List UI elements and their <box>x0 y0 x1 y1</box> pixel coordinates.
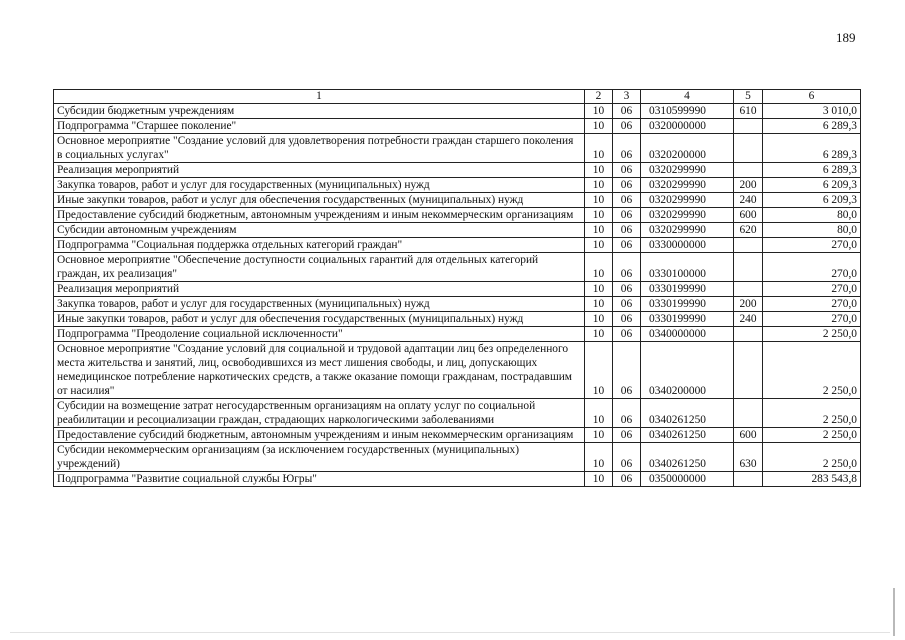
row-name-cell: Иные закупки товаров, работ и услуг для обеспечения государственных (муниципальных) нужд <box>54 193 585 208</box>
row-section-cell: 10 <box>585 443 613 472</box>
row-section-cell: 10 <box>585 193 613 208</box>
row-amount-cell: 6 289,3 <box>763 119 861 134</box>
row-name-cell: Реализация мероприятий <box>54 282 585 297</box>
row-target-code-cell: 0330199990 <box>641 282 734 297</box>
row-expense-type-cell <box>734 472 763 487</box>
row-target-code-cell: 0330100000 <box>641 253 734 282</box>
row-expense-type-cell: 630 <box>734 443 763 472</box>
row-expense-type-cell <box>734 163 763 178</box>
row-amount-cell: 6 209,3 <box>763 193 861 208</box>
table-row <box>54 342 861 399</box>
row-amount-cell: 270,0 <box>763 297 861 312</box>
row-expense-type-cell <box>734 119 763 134</box>
row-section-cell: 10 <box>585 312 613 327</box>
row-name-cell: Закупка товаров, работ и услуг для государственных (муниципальных) нужд <box>54 178 585 193</box>
row-subsection-cell: 06 <box>613 163 641 178</box>
row-target-code-cell: 0340261250 <box>641 443 734 472</box>
row-subsection-cell: 06 <box>613 238 641 253</box>
row-expense-type-cell: 240 <box>734 193 763 208</box>
scan-edge-mark <box>893 588 895 636</box>
table-row <box>54 253 861 282</box>
header-row <box>54 90 861 104</box>
row-section-cell: 10 <box>585 472 613 487</box>
row-target-code-cell: 0320299990 <box>641 163 734 178</box>
row-subsection-cell: 06 <box>613 193 641 208</box>
row-target-code-cell: 0320299990 <box>641 178 734 193</box>
row-amount-cell: 270,0 <box>763 238 861 253</box>
row-name-cell: Основное мероприятие "Обеспечение доступности социальных гарантий для отдельных категорий граждан, их реализация" <box>54 253 585 282</box>
row-target-code-cell: 0330199990 <box>641 312 734 327</box>
row-subsection-cell: 06 <box>613 472 641 487</box>
row-target-code-cell: 0340200000 <box>641 342 734 399</box>
table-row <box>54 208 861 223</box>
row-subsection-cell: 06 <box>613 119 641 134</box>
row-expense-type-cell <box>734 342 763 399</box>
table-row <box>54 119 861 134</box>
row-target-code-cell: 0320200000 <box>641 134 734 163</box>
row-subsection-cell: 06 <box>613 443 641 472</box>
row-subsection-cell: 06 <box>613 208 641 223</box>
row-amount-cell: 2 250,0 <box>763 327 861 342</box>
row-section-cell: 10 <box>585 327 613 342</box>
row-section-cell: 10 <box>585 119 613 134</box>
row-amount-cell: 80,0 <box>763 208 861 223</box>
row-subsection-cell: 06 <box>613 282 641 297</box>
row-target-code-cell: 0330199990 <box>641 297 734 312</box>
row-subsection-cell: 06 <box>613 134 641 163</box>
row-amount-cell: 283 543,8 <box>763 472 861 487</box>
row-amount-cell: 3 010,0 <box>763 104 861 119</box>
row-name-cell: Предоставление субсидий бюджетным, автономным учреждениям и иным некоммерческим организациям <box>54 208 585 223</box>
row-target-code-cell: 0320000000 <box>641 119 734 134</box>
row-target-code-cell: 0320299990 <box>641 208 734 223</box>
row-section-cell: 10 <box>585 282 613 297</box>
row-expense-type-cell: 240 <box>734 312 763 327</box>
row-name-cell: Подпрограмма "Старшее поколение" <box>54 119 585 134</box>
scan-edge-mark <box>10 632 890 633</box>
header-cell: 3 <box>613 90 641 104</box>
row-name-cell: Субсидии бюджетным учреждениям <box>54 104 585 119</box>
row-target-code-cell: 0340000000 <box>641 327 734 342</box>
budget-table <box>53 89 861 487</box>
row-name-cell: Подпрограмма "Социальная поддержка отдельных категорий граждан" <box>54 238 585 253</box>
header-cell: 1 <box>54 90 585 104</box>
row-section-cell: 10 <box>585 253 613 282</box>
row-amount-cell: 270,0 <box>763 282 861 297</box>
table-row <box>54 238 861 253</box>
row-expense-type-cell <box>734 399 763 428</box>
row-name-cell: Закупка товаров, работ и услуг для государственных (муниципальных) нужд <box>54 297 585 312</box>
row-amount-cell: 6 289,3 <box>763 134 861 163</box>
table-row <box>54 223 861 238</box>
row-name-cell: Предоставление субсидий бюджетным, автономным учреждениям и иным некоммерческим организациям <box>54 428 585 443</box>
row-name-cell: Подпрограмма "Развитие социальной службы Югры" <box>54 472 585 487</box>
table-row <box>54 428 861 443</box>
row-amount-cell: 2 250,0 <box>763 399 861 428</box>
row-expense-type-cell: 200 <box>734 297 763 312</box>
row-target-code-cell: 0350000000 <box>641 472 734 487</box>
row-section-cell: 10 <box>585 104 613 119</box>
row-subsection-cell: 06 <box>613 312 641 327</box>
row-expense-type-cell: 610 <box>734 104 763 119</box>
table-row <box>54 163 861 178</box>
row-subsection-cell: 06 <box>613 178 641 193</box>
row-target-code-cell: 0320299990 <box>641 193 734 208</box>
row-name-cell: Реализация мероприятий <box>54 163 585 178</box>
table-row <box>54 327 861 342</box>
table-row <box>54 443 861 472</box>
row-expense-type-cell <box>734 253 763 282</box>
row-expense-type-cell: 200 <box>734 178 763 193</box>
row-expense-type-cell: 620 <box>734 223 763 238</box>
row-name-cell: Субсидии на возмещение затрат негосударственным организациям на оплату услуг по социальной реабилитации и ресоциализации граждан, страдающих наркологическими заболеваниями <box>54 399 585 428</box>
row-expense-type-cell: 600 <box>734 208 763 223</box>
row-amount-cell: 270,0 <box>763 253 861 282</box>
row-subsection-cell: 06 <box>613 297 641 312</box>
table-row <box>54 297 861 312</box>
row-name-cell: Основное мероприятие "Создание условий для социальной и трудовой адаптации лиц без определенного места жительства и занятий, лиц, освободившихся из мест лишения свободы, и лиц, допускающих немедицинское потребление наркотических средств, а также оказание помощи гражданам, пострадавшим от насилия" <box>54 342 585 399</box>
row-subsection-cell: 06 <box>613 342 641 399</box>
row-target-code-cell: 0340261250 <box>641 399 734 428</box>
row-section-cell: 10 <box>585 208 613 223</box>
row-section-cell: 10 <box>585 163 613 178</box>
header-cell: 6 <box>763 90 861 104</box>
row-section-cell: 10 <box>585 399 613 428</box>
table-row <box>54 193 861 208</box>
row-amount-cell: 6 289,3 <box>763 163 861 178</box>
row-section-cell: 10 <box>585 134 613 163</box>
row-section-cell: 10 <box>585 342 613 399</box>
row-subsection-cell: 06 <box>613 253 641 282</box>
row-target-code-cell: 0310599990 <box>641 104 734 119</box>
row-section-cell: 10 <box>585 297 613 312</box>
row-subsection-cell: 06 <box>613 399 641 428</box>
row-target-code-cell: 0320299990 <box>641 223 734 238</box>
row-expense-type-cell <box>734 238 763 253</box>
header-cell: 5 <box>734 90 763 104</box>
row-subsection-cell: 06 <box>613 223 641 238</box>
table-row <box>54 134 861 163</box>
row-amount-cell: 270,0 <box>763 312 861 327</box>
row-section-cell: 10 <box>585 223 613 238</box>
table-body <box>54 104 861 487</box>
row-section-cell: 10 <box>585 178 613 193</box>
row-amount-cell: 2 250,0 <box>763 443 861 472</box>
row-subsection-cell: 06 <box>613 104 641 119</box>
row-section-cell: 10 <box>585 428 613 443</box>
row-subsection-cell: 06 <box>613 428 641 443</box>
row-expense-type-cell <box>734 327 763 342</box>
table-header <box>54 90 861 104</box>
row-name-cell: Субсидии автономным учреждениям <box>54 223 585 238</box>
table-row <box>54 282 861 297</box>
table-row <box>54 399 861 428</box>
row-amount-cell: 2 250,0 <box>763 428 861 443</box>
table-row <box>54 472 861 487</box>
row-name-cell: Субсидии некоммерческим организациям (за исключением государственных (муниципальных) учреждений) <box>54 443 585 472</box>
row-target-code-cell: 0330000000 <box>641 238 734 253</box>
row-expense-type-cell: 600 <box>734 428 763 443</box>
row-section-cell: 10 <box>585 238 613 253</box>
row-name-cell: Подпрограмма "Преодоление социальной исключенности" <box>54 327 585 342</box>
row-expense-type-cell <box>734 134 763 163</box>
table-row <box>54 104 861 119</box>
row-amount-cell: 80,0 <box>763 223 861 238</box>
row-amount-cell: 6 209,3 <box>763 178 861 193</box>
table-row <box>54 312 861 327</box>
row-target-code-cell: 0340261250 <box>641 428 734 443</box>
row-amount-cell: 2 250,0 <box>763 342 861 399</box>
header-cell: 2 <box>585 90 613 104</box>
row-name-cell: Иные закупки товаров, работ и услуг для обеспечения государственных (муниципальных) нужд <box>54 312 585 327</box>
row-subsection-cell: 06 <box>613 327 641 342</box>
row-expense-type-cell <box>734 282 763 297</box>
header-cell: 4 <box>641 90 734 104</box>
row-name-cell: Основное мероприятие "Создание условий для удовлетворения потребности граждан старшего поколения в социальных услугах" <box>54 134 585 163</box>
table-row <box>54 178 861 193</box>
page-number: 189 <box>836 30 856 45</box>
